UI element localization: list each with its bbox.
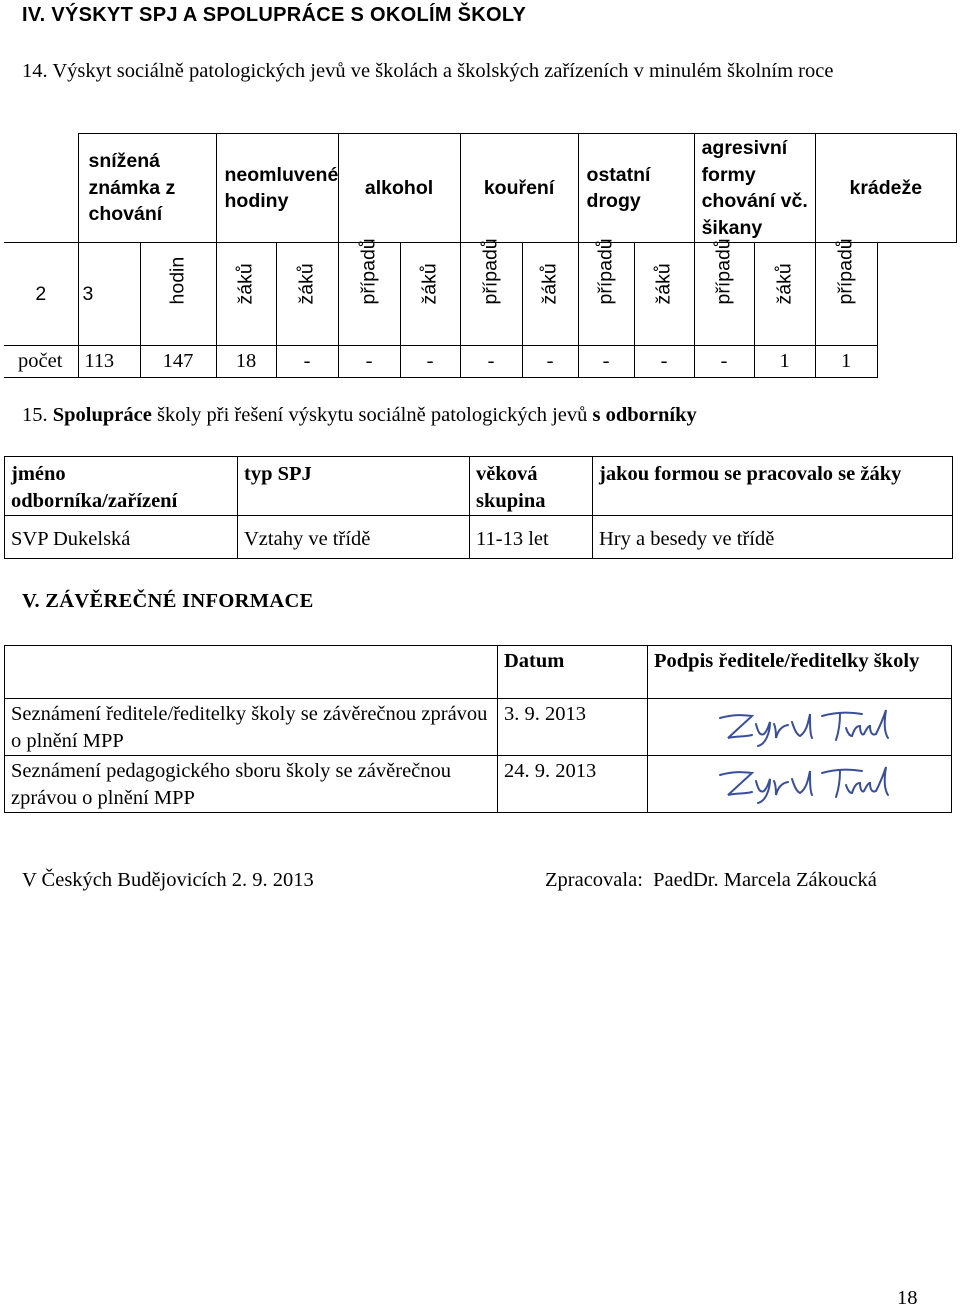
sub-smoking-zaku-cell bbox=[400, 243, 460, 346]
final-info-table bbox=[4, 645, 952, 813]
cell-spj-type: Vztahy ve třídě bbox=[238, 516, 470, 559]
signature-image bbox=[714, 763, 894, 807]
val-aggr-zaku: - bbox=[634, 346, 694, 378]
val-smoking-zaku: - bbox=[400, 346, 460, 378]
val-alcohol-zaku: - bbox=[276, 346, 338, 378]
sub-aggr-zaku-cell bbox=[634, 243, 694, 346]
sub-grade-2: 2 bbox=[4, 243, 78, 346]
val-alcohol-pripadu: - bbox=[338, 346, 400, 378]
sub-aggr-zaku: žáků bbox=[652, 262, 675, 304]
sub-drugs-zaku-cell bbox=[522, 243, 578, 346]
val-hodin: 147 bbox=[140, 346, 216, 378]
sub-drugs-zaku: žáků bbox=[538, 262, 561, 304]
cell-expert-name: SVP Dukelská bbox=[5, 516, 238, 559]
row-label-text: počet bbox=[18, 350, 63, 372]
final-row2-label: Seznámení pedagogického sboru školy se závěrečnou zprávou o plnění MPP bbox=[5, 756, 498, 813]
sub-smoking-zaku: žáků bbox=[418, 262, 441, 304]
final-row1-label: Seznámení ředitele/ředitelky školy se závěrečnou zprávou o plnění MPP bbox=[5, 699, 498, 756]
sub-aggr-pripadu-cell bbox=[694, 237, 754, 346]
q15-title bbox=[22, 404, 697, 427]
row-label-pocet bbox=[4, 346, 105, 378]
header-aggression: agresivní formy chování vč. šikany bbox=[694, 134, 815, 243]
val-grade-3: 3 bbox=[78, 346, 140, 378]
final-row2-date: 24. 9. 2013 bbox=[498, 756, 648, 813]
col-work-form: jakou formou se pracovalo se žáky bbox=[593, 457, 953, 516]
val-drugs-zaku: - bbox=[522, 346, 578, 378]
sub-theft-zaku-cell bbox=[754, 243, 815, 346]
sub-drugs-pripadu-cell bbox=[578, 237, 634, 346]
sub-alcohol-pripadu: případů bbox=[357, 237, 380, 304]
section-v-title: V. ZÁVĚREČNÉ INFORMACE bbox=[22, 590, 314, 612]
val-smoking-pripadu: - bbox=[460, 346, 522, 378]
val-grade-2: 11 bbox=[84, 350, 105, 372]
sub-smoking-pripadu: případů bbox=[479, 237, 502, 304]
sub-zaku: žáků bbox=[234, 262, 257, 304]
val-aggr-pripadu: - bbox=[694, 346, 754, 378]
header-unexcused-hours: neomluvené hodiny bbox=[216, 134, 338, 243]
page-number: 18 bbox=[897, 1287, 918, 1309]
val-drugs-pripadu: - bbox=[578, 346, 634, 378]
sub-aggr-pripadu: případů bbox=[712, 237, 735, 304]
final-header-signature: Podpis ředitele/ředitelky školy bbox=[648, 646, 952, 699]
footer-place-date: V Českých Budějovicích 2. 9. 2013 bbox=[22, 869, 314, 891]
cell-work-form: Hry a besedy ve třídě bbox=[593, 516, 953, 559]
val-theft-zaku: 1 bbox=[754, 346, 815, 378]
signature-image bbox=[714, 706, 894, 750]
cell-age-group: 11-13 let bbox=[470, 516, 593, 559]
sub-hodin-cell bbox=[140, 243, 216, 346]
sub-hodin: hodin bbox=[166, 256, 189, 304]
header-theft: krádeže bbox=[815, 134, 956, 243]
spj-occurrence-table bbox=[4, 133, 957, 378]
header-other-drugs: ostatní drogy bbox=[578, 134, 694, 243]
cooperation-table bbox=[4, 456, 953, 559]
sub-alcohol-pripadu-cell bbox=[338, 237, 400, 346]
val-zaku: 18 bbox=[216, 346, 276, 378]
sub-alcohol-zaku: žáků bbox=[295, 262, 318, 304]
header-smoking: kouření bbox=[460, 134, 578, 243]
sub-smoking-pripadu-cell bbox=[460, 237, 522, 346]
col-spj-type: typ SPJ bbox=[238, 457, 470, 516]
section-iv-title: IV. VÝSKYT SPJ A SPOLUPRÁCE S OKOLÍM ŠKOLY bbox=[22, 4, 527, 26]
final-row1-signature-cell bbox=[648, 699, 952, 756]
sub-theft-pripadu-cell bbox=[815, 237, 877, 346]
header-conduct-grade: snížená známka z chování bbox=[78, 134, 216, 243]
q14-title: 14. Výskyt sociálně patologických jevů ve školách a školských zařízeních v minulém školním roce bbox=[22, 60, 834, 82]
header-blank bbox=[4, 134, 78, 243]
q15-mid: školy při řešení výskytu sociálně patologických jevů bbox=[151, 404, 593, 426]
header-alcohol: alkohol bbox=[338, 134, 460, 243]
final-header-blank bbox=[5, 646, 498, 699]
footer-prepared-by: Zpracovala: PaedDr. Marcela Zákoucká bbox=[545, 869, 877, 891]
q15-bold1: Spolupráce bbox=[52, 404, 152, 426]
sub-theft-pripadu: případů bbox=[834, 237, 857, 304]
final-header-date: Datum bbox=[498, 646, 648, 699]
q15-bold2: s odborníky bbox=[592, 404, 697, 426]
val-theft-pripadu: 1 bbox=[815, 346, 877, 378]
final-row2-signature-cell bbox=[648, 756, 952, 813]
col-age-group: věková skupina bbox=[470, 457, 593, 516]
sub-zaku-cell bbox=[216, 243, 276, 346]
sub-grade-3: 3 bbox=[78, 243, 140, 346]
final-row1-date: 3. 9. 2013 bbox=[498, 699, 648, 756]
sub-drugs-pripadu: případů bbox=[594, 237, 617, 304]
q15-num: 15. bbox=[22, 404, 48, 426]
sub-alcohol-zaku-cell bbox=[276, 243, 338, 346]
col-expert-name: jméno odborníka/zařízení bbox=[5, 457, 238, 516]
sub-theft-zaku: žáků bbox=[773, 262, 796, 304]
